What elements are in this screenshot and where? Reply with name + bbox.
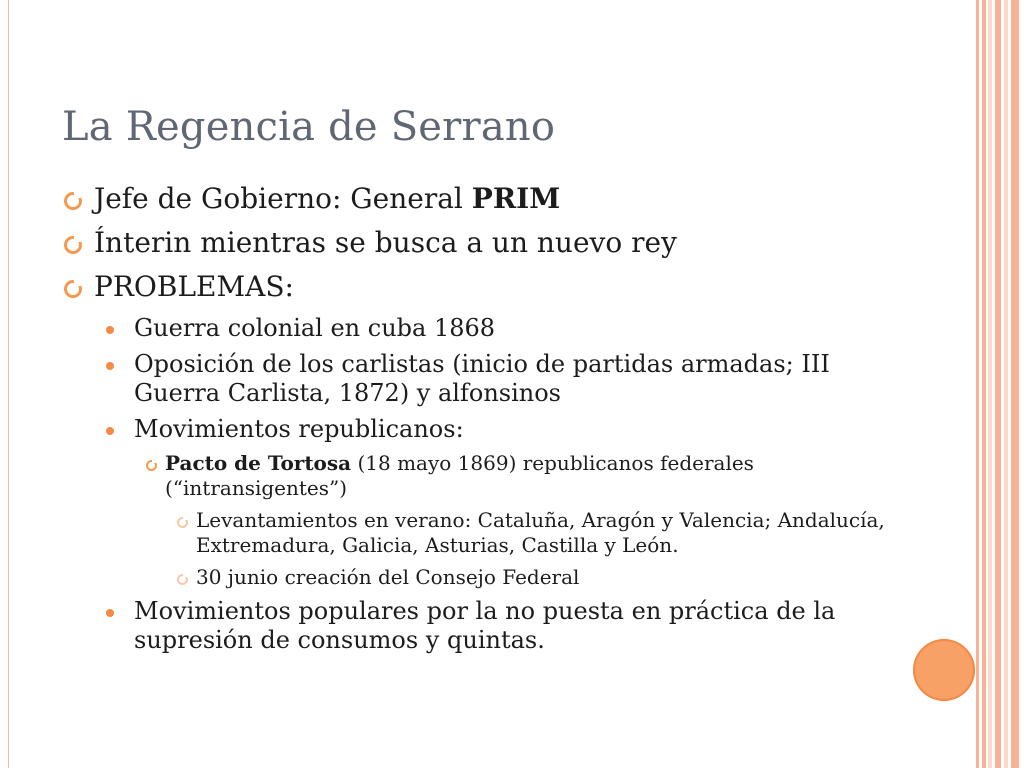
- stripe: [988, 0, 992, 768]
- bullet-icon: [64, 192, 82, 210]
- bullet-icon: [106, 326, 114, 334]
- slide-title: La Regencia de Serrano: [62, 104, 556, 150]
- bullet-text: Levantamientos en verano: Cataluña, Aragón y Valencia; Andalucía, Extremadura, Galicia, Asturias, Castilla y León.: [196, 508, 885, 557]
- bullet-item-level-1: [64, 226, 894, 260]
- stripe: [995, 0, 1001, 768]
- bullet-text: Oposición de los carlistas (inicio de partidas armadas; III Guerra Carlista, 1872) y alfonsinos: [134, 350, 830, 407]
- bullet-text: Jefe de Gobierno: General: [94, 182, 472, 215]
- stripe: [1004, 0, 1008, 768]
- bullet-item-level-4: [64, 565, 894, 590]
- bullet-icon: [106, 427, 114, 435]
- bullet-item-level-1: [64, 182, 894, 216]
- bullet-icon: [177, 517, 188, 528]
- stripe: [976, 0, 979, 768]
- bullet-text: Ínterin mientras se busca a un nuevo rey: [94, 226, 677, 259]
- bullet-icon: [146, 460, 157, 471]
- bullet-item-level-3: [64, 451, 894, 501]
- bullet-icon: [106, 362, 114, 370]
- left-border-line: [8, 0, 9, 768]
- stripe: [1011, 0, 1019, 768]
- bullet-item-level-2: [64, 597, 894, 655]
- bullet-item-level-2: [64, 350, 894, 408]
- bullet-item-level-4: [64, 508, 894, 558]
- bullet-text: Movimientos populares por la no puesta en práctica de la supresión de consumos y quintas.: [134, 597, 836, 654]
- bullet-icon: [64, 280, 82, 298]
- bullet-bold-text: Pacto de Tortosa: [165, 451, 352, 475]
- bullet-item-level-1: [64, 270, 894, 304]
- bullet-icon: [106, 609, 114, 617]
- bullet-text: 30 junio creación del Consejo Federal: [196, 565, 580, 589]
- right-decorative-stripes: [976, 0, 1024, 768]
- bullet-text: PROBLEMAS:: [94, 270, 294, 303]
- bullet-icon: [64, 236, 82, 254]
- bullet-text: Guerra colonial en cuba 1868: [134, 314, 496, 342]
- bullet-list: [64, 182, 894, 662]
- bullet-text: Movimientos republicanos:: [134, 415, 464, 443]
- decorative-circle: [913, 639, 975, 701]
- bullet-icon: [177, 574, 188, 585]
- stripe: [982, 0, 986, 768]
- bullet-item-level-2: [64, 415, 894, 444]
- bullet-text: (18 mayo 1869) republicanos federales (“intransigentes”): [165, 451, 754, 500]
- bullet-bold-text: PRIM: [471, 182, 561, 215]
- bullet-item-level-2: [64, 314, 894, 343]
